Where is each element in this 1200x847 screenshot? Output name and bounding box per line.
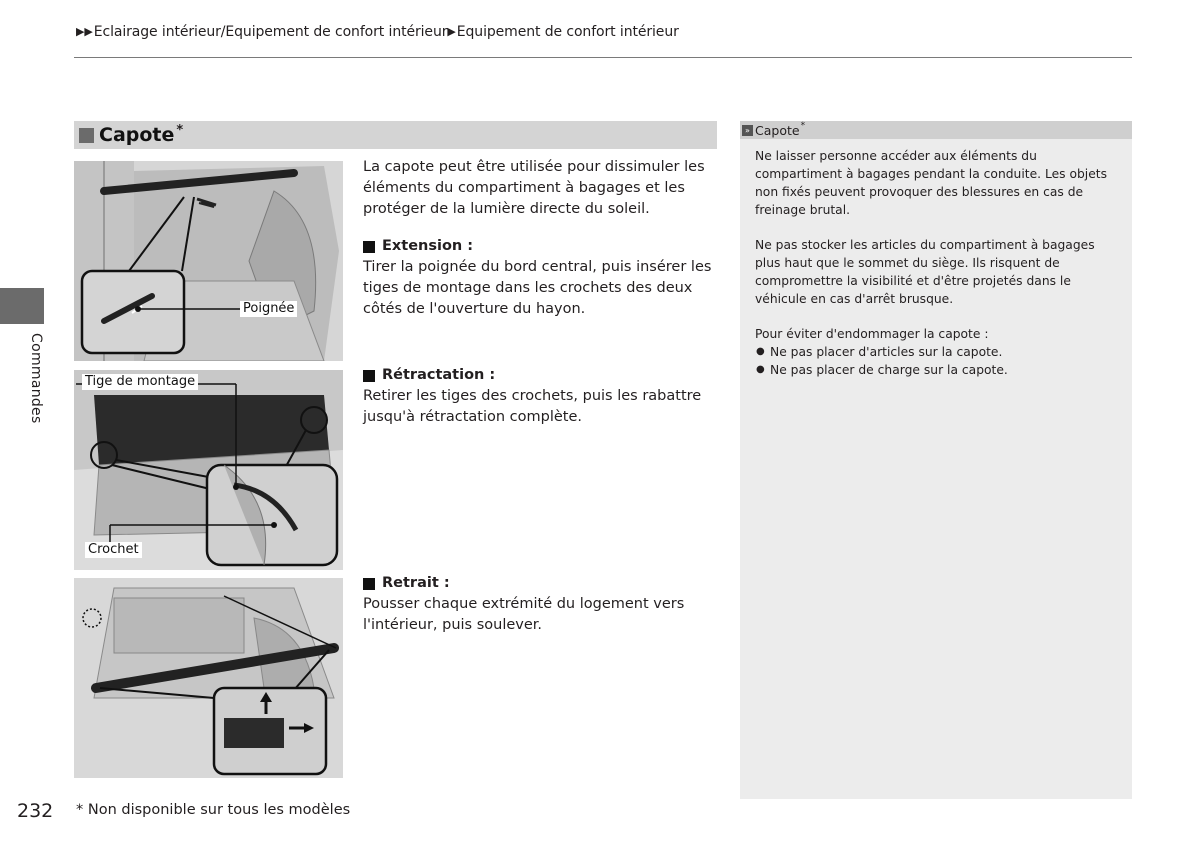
- retraction-heading-text: Rétractation :: [382, 367, 496, 383]
- sidebar-notes: [740, 121, 1132, 799]
- breadcrumb-part-2: Equipement de confort intérieur: [456, 24, 679, 40]
- removal-heading: [363, 573, 713, 594]
- cross-reference-icon: »: [742, 125, 753, 136]
- retraction-block: [363, 365, 713, 428]
- sidebar-paragraph-2: Ne pas stocker les articles du compartiment à bagages plus haut que le sommet du siège. Ils risquent de compromettre la visibilité et d'être projetés dans le véhicule en cas d'arrêt brusque.: [755, 238, 1095, 306]
- sidebar-bullet-list: [755, 343, 1118, 379]
- illustration-extension: [74, 161, 343, 361]
- list-item: ● Ne pas placer d'articles sur la capote.: [755, 343, 1118, 361]
- callout-hook: Crochet: [85, 542, 142, 558]
- black-square-icon: [363, 370, 375, 382]
- chapter-tab-label: Commandes: [28, 332, 44, 424]
- black-square-icon: [363, 241, 375, 253]
- removal-block: [363, 573, 713, 636]
- sidebar-paragraph-1: Ne laisser personne accéder aux éléments du compartiment à bagages pendant la conduite. Les objets non fixés peuvent provoquer des blessures en cas de freinage brutal.: [755, 149, 1108, 217]
- callout-handle: Poignée: [240, 301, 297, 317]
- extension-heading-text: Extension :: [382, 238, 474, 254]
- section-title-star: *: [176, 122, 184, 138]
- header-rule: [74, 57, 1132, 58]
- double-triangle-icon: ▶▶: [76, 25, 93, 38]
- cargo-area-handle-drawing: [74, 161, 343, 361]
- retraction-heading: [363, 365, 713, 386]
- illustration-removal: [74, 578, 343, 778]
- sidebar-body: [740, 139, 1132, 379]
- illustration-retraction: [74, 370, 343, 570]
- sidebar-title-star: *: [800, 121, 806, 131]
- removal-heading-text: Retrait :: [382, 575, 450, 591]
- section-title: Capote: [99, 124, 175, 146]
- breadcrumb: [76, 24, 679, 40]
- callout-mounting-rod: Tige de montage: [82, 374, 198, 390]
- page-number: 232: [17, 800, 54, 822]
- footnote: * Non disponible sur tous les modèles: [76, 802, 351, 818]
- cargo-area-removal-drawing: [74, 578, 343, 778]
- breadcrumb-part-1: Eclairage intérieur/Equipement de confort intérieur: [93, 24, 448, 40]
- list-item: ● Ne pas placer de charge sur la capote.: [755, 361, 1118, 379]
- extension-heading: [363, 236, 713, 257]
- section-header: [74, 121, 717, 149]
- section-square-icon: [79, 128, 94, 143]
- chapter-tab-marker: [0, 288, 44, 324]
- sidebar-header: [740, 121, 1132, 139]
- intro-text: [363, 157, 713, 220]
- cargo-area-rod-hook-drawing: [74, 370, 343, 570]
- extension-paragraph: Tirer la poignée du bord central, puis insérer les tiges de montage dans les crochets des deux côtés de l'ouverture du hayon.: [363, 259, 712, 317]
- black-square-icon: [363, 578, 375, 590]
- sidebar-title: Capote: [755, 122, 800, 138]
- sidebar-paragraph-3: Pour éviter d'endommager la capote :: [755, 327, 989, 341]
- extension-block: [363, 236, 713, 320]
- removal-paragraph: Pousser chaque extrémité du logement vers l'intérieur, puis soulever.: [363, 596, 685, 633]
- intro-paragraph: La capote peut être utilisée pour dissimuler les éléments du compartiment à bagages et les protéger de la lumière directe du soleil.: [363, 159, 705, 217]
- triangle-icon: ▶: [447, 25, 456, 38]
- retraction-paragraph: Retirer les tiges des crochets, puis les rabattre jusqu'à rétractation complète.: [363, 388, 702, 425]
